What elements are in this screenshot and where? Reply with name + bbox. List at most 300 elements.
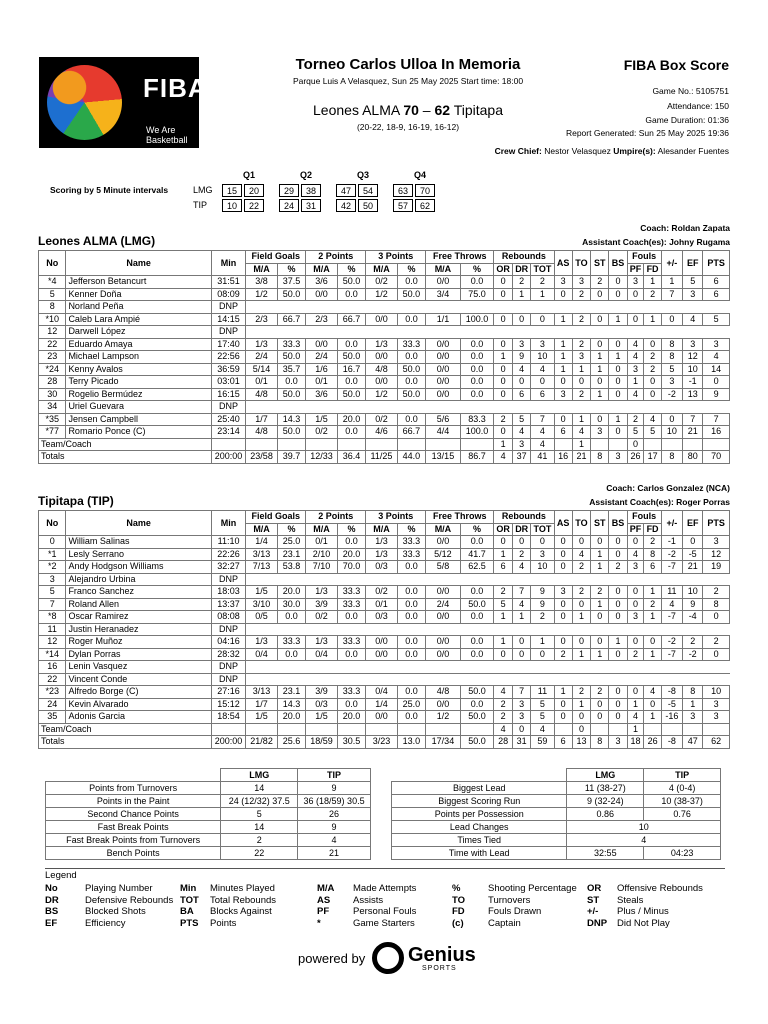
team-coach-cell [426,438,461,451]
legend-item [452,906,541,917]
scoring-interval-value: 24 [279,199,299,212]
stat-cell: 18:54 [211,711,246,724]
player-number: 7 [39,598,66,611]
totals-cell: 36.4 [337,451,365,464]
legend-item [45,918,125,929]
player-name: Romario Ponce (C) [66,426,211,439]
player-number: 11 [39,623,66,636]
stat-cell: 3/13 [246,686,278,699]
column-header: AS [554,511,572,536]
player-row [39,376,730,389]
stat-cell: 03:01 [211,376,246,389]
legend-item [317,895,383,906]
stat-cell: 3/10 [246,598,278,611]
totals-cell: 25.6 [277,736,305,749]
stat-cell: 7/13 [246,561,278,574]
totals-cell: 3/23 [366,736,398,749]
stat-cell: 1/3 [366,548,398,561]
tournament-title: Torneo Carlos Ulloa In Memoria [295,56,521,73]
player-row [39,686,730,699]
totals-cell: 3 [609,736,627,749]
team-stats-header [392,769,567,782]
quarter-label: Q1 [243,170,256,180]
doc-title: FIBA Box Score [623,57,729,73]
team-coach-cell: 1 [494,438,513,451]
stat-cell: 1 [591,561,609,574]
stat-cell: 10 [661,426,682,439]
column-header: ST [591,251,609,276]
stat-cell: 1/2 [366,388,398,401]
stat-cell: 1/2 [246,288,278,301]
stat-cell: 9 [531,586,554,599]
totals-cell: 62 [703,736,730,749]
stat-cell: 0/0 [426,351,461,364]
stat-cell: 0/3 [366,561,398,574]
team-coach-cell [366,723,398,736]
column-header: FD [644,263,661,276]
legend-item [452,895,530,906]
final-score [250,102,566,118]
player-minutes: DNP [211,673,246,686]
legend-value: Blocks Against [210,906,272,917]
column-header: PF [627,523,644,536]
team-stats-label: Bench Points [46,847,221,860]
stat-cell: 3 [703,536,730,549]
player-minutes: DNP [211,573,246,586]
officials [400,146,729,156]
venue-line: Parque Luis A Velasquez, Sun 25 May 2025 Start time: 18:00 [292,76,524,86]
team-stats-value: 11 (38-27) [567,782,644,795]
stat-cell: 14:15 [211,313,246,326]
team-stats-row [392,847,721,860]
stat-cell: 1 [554,351,572,364]
column-header: OR [494,263,513,276]
team-coach-cell [460,438,494,451]
stat-cell: 0.0 [460,698,494,711]
legend-key: (c) [452,917,464,929]
stat-cell: 0 [609,548,627,561]
team1-assistant: Assistant Coach(es): Johny Rugama [582,237,730,247]
legend-item [587,906,669,917]
player-number: 34 [39,401,66,414]
legend-value: Steals [617,894,644,906]
stat-cell: 3 [513,698,531,711]
stat-cell: -16 [661,711,682,724]
stat-cell: 0.0 [337,338,365,351]
team-coach-cell [609,723,627,736]
legend-title: Legend [45,870,77,881]
stat-cell: 2 [627,648,644,661]
player-row [39,673,730,686]
player-name: Roger Muñoz [66,636,211,649]
player-name: Vincent Conde [66,673,211,686]
team-coach-cell [246,438,278,451]
team-stats-row [46,834,371,847]
team-stats-header-row [46,769,371,782]
stat-cell: 2 [644,598,661,611]
legend-item [180,883,275,894]
player-name: Franco Sanchez [66,586,211,599]
player-name: Kenner Doña [66,288,211,301]
stat-cell: 7 [531,413,554,426]
stat-cell: 0.0 [337,376,365,389]
crew-chief-label: Crew Chief: [494,146,542,156]
stat-cell: 37.5 [277,276,305,289]
stat-cell: 0.0 [397,598,425,611]
legend-item [587,883,703,894]
stat-cell: -7 [661,648,682,661]
stat-cell: 0/2 [366,586,398,599]
stat-cell: 0 [609,648,627,661]
player-number: *77 [39,426,66,439]
stat-cell: 0 [494,338,513,351]
totals-cell: 6 [554,736,572,749]
player-name: Uriel Guevara [66,401,211,414]
player-number: 12 [39,636,66,649]
stat-cell: 0 [572,376,590,389]
player-row [39,388,730,401]
player-number: *10 [39,313,66,326]
column-header: BS [609,511,627,536]
stat-cell: 3/9 [306,686,338,699]
team-coach-cell [277,438,305,451]
stat-cell: 0 [531,536,554,549]
player-number: 5 [39,586,66,599]
column-header: % [460,263,494,276]
stat-cell: 0 [531,313,554,326]
stat-cell: 18:03 [211,586,246,599]
genius-logo-icon [372,942,404,974]
stat-cell: 2/10 [306,548,338,561]
stat-cell: 11:10 [211,536,246,549]
totals-cell: 37 [513,451,531,464]
stat-cell: 2/4 [246,351,278,364]
totals-cell: 23/58 [246,451,278,464]
stat-cell: 1 [591,351,609,364]
stat-cell: 0 [513,536,531,549]
player-name: Jensen Campbell [66,413,211,426]
column-header: % [397,523,425,536]
totals-cell: 21 [572,451,590,464]
stat-cell: 1/3 [306,586,338,599]
genius-brand-sub: SPORTS [422,965,457,972]
stat-cell: 6 [554,426,572,439]
stat-cell: 10 [531,351,554,364]
totals-cell: 47 [683,736,703,749]
stat-cell: 1 [609,413,627,426]
stat-cell: 8 [683,686,703,699]
stat-cell: 0/0 [366,313,398,326]
team-stats-value: 9 (32-24) [567,795,644,808]
team-stats-value: 9 [298,782,371,795]
stat-cell: 0 [627,598,644,611]
stat-cell: -4 [683,611,703,624]
team-stats-row [46,795,371,808]
team-coach-cell [426,723,461,736]
attendance: Attendance: 150 [667,101,729,111]
player-name: Terry Picado [66,376,211,389]
stat-cell: 14.3 [277,698,305,711]
stat-cell: 2 [591,686,609,699]
stat-cell: 1 [644,276,661,289]
stat-cell: 53.8 [277,561,305,574]
stat-cell: 0 [591,413,609,426]
stat-cell: 0/4 [306,648,338,661]
stat-cell: 27:16 [211,686,246,699]
totals-cell: 17 [644,451,661,464]
stat-cell: 3/8 [246,276,278,289]
stat-cell: 0 [591,313,609,326]
stat-cell: 3 [703,698,730,711]
stat-cell: 3/13 [246,548,278,561]
stat-cell: 0.0 [460,636,494,649]
totals-cell: 50.0 [460,736,494,749]
column-header: Name [66,251,211,276]
stat-cell: 0/0 [426,276,461,289]
stat-cell: 5 [644,426,661,439]
player-row [39,338,730,351]
stat-cell: 0/4 [366,686,398,699]
scoring-interval-value: 54 [358,184,378,197]
stat-cell: 0.0 [397,611,425,624]
player-number: *24 [39,363,66,376]
team-stats-value: 10 [567,821,721,834]
legend-key: EF [45,917,58,929]
legend-value: Assists [353,894,384,906]
legend-item [180,906,272,917]
stat-cell: 0/0 [426,388,461,401]
stat-cell: 22:56 [211,351,246,364]
stat-cell: 0 [494,313,513,326]
stat-cell: 1 [644,313,661,326]
stat-cell: 66.7 [397,426,425,439]
player-name: Oscar Ramirez [66,611,211,624]
stat-cell: 3 [513,711,531,724]
stat-cell: 0.0 [460,351,494,364]
stat-cell: 0.0 [397,376,425,389]
column-header: Field Goals [246,251,306,264]
stat-cell: 1/2 [366,288,398,301]
player-name: William Salinas [66,536,211,549]
legend-key: FD [452,906,465,917]
stat-cell: 0.0 [397,313,425,326]
scoring-interval-value: 29 [279,184,299,197]
team-stats-row [46,847,371,860]
column-header: EF [683,251,703,276]
player-row [39,598,730,611]
stat-cell: 0 [644,388,661,401]
player-number: 23 [39,351,66,364]
team2-assistant: Assistant Coach(es): Roger Porras [589,497,730,507]
stat-cell: 1 [644,711,661,724]
stat-cell: 3 [703,338,730,351]
stat-cell: 0 [683,536,703,549]
stat-cell: 21 [683,561,703,574]
stat-cell: 0.0 [460,338,494,351]
stat-cell: 2 [513,276,531,289]
player-minutes: DNP [211,401,246,414]
team-coach-cell [306,438,338,451]
stat-cell: 16.7 [337,363,365,376]
stat-cell: 1/5 [306,711,338,724]
totals-cell: 39.7 [277,451,305,464]
team-coach-cell [460,723,494,736]
stat-cell: 0.0 [397,686,425,699]
player-row [39,661,730,674]
stat-cell: 4 [644,686,661,699]
column-header: TOT [531,523,554,536]
player-row [39,636,730,649]
stat-cell: 20.0 [277,586,305,599]
team-coach-cell [591,723,609,736]
stat-cell: 19 [703,561,730,574]
stat-cell: 2 [572,288,590,301]
column-header: Free Throws [426,511,494,524]
stat-cell: 1 [572,363,590,376]
stat-cell: 2 [703,636,730,649]
totals-label: Totals [39,451,212,464]
player-name: Caleb Lara Ampié [66,313,211,326]
player-minutes: DNP [211,623,246,636]
stat-cell: 1 [513,611,531,624]
column-header: Fouls [627,511,661,524]
legend-item [180,918,236,929]
totals-cell: 13.0 [397,736,425,749]
stat-cell: 9 [703,388,730,401]
column-header: EF [683,511,703,536]
stat-cell: 4 [661,598,682,611]
column-header: M/A [366,523,398,536]
player-number: 5 [39,288,66,301]
stat-cell: 0/0 [306,288,338,301]
stat-cell: 0.0 [277,376,305,389]
stat-cell: 100.0 [460,426,494,439]
stat-cell: 100.0 [460,313,494,326]
legend-value: Total Rebounds [210,894,277,906]
totals-cell: 18 [627,736,644,749]
stat-cell: 4 [572,548,590,561]
team-coach-row [39,438,730,451]
stat-cell: -7 [661,561,682,574]
stat-cell: 83.3 [460,413,494,426]
stat-cell: 0.0 [337,611,365,624]
stat-cell: 33.3 [337,636,365,649]
logo-text: FIBA [143,73,208,103]
column-header: % [337,523,365,536]
stat-cell: 4/6 [366,426,398,439]
totals-row [39,736,730,749]
team-a-name: Leones ALMA [313,102,400,118]
team-stats-value: 10 (38-37) [644,795,721,808]
stat-cell: 0 [554,636,572,649]
stat-cell: 0 [554,711,572,724]
stat-cell: 0/2 [306,611,338,624]
stat-cell: -8 [661,686,682,699]
stat-cell: 0 [703,376,730,389]
stat-cell: 1 [554,686,572,699]
stat-cell: 1 [591,548,609,561]
column-header: M/A [306,263,338,276]
stat-cell: 0/0 [366,711,398,724]
powered-by: powered by [298,951,366,966]
stat-cell: 1 [609,313,627,326]
stat-cell: 1/5 [246,711,278,724]
stat-cell: 2 [644,351,661,364]
team-stats-row [392,821,721,834]
stat-cell: 5/14 [246,363,278,376]
team-coach-cell: 4 [531,438,554,451]
stat-cell: 7 [683,413,703,426]
team-coach-cell: 1 [572,438,590,451]
legend-item [587,895,643,906]
team-stats-label: Times Tied [392,834,567,847]
stat-cell: 0.0 [460,536,494,549]
stat-cell: 0 [627,313,644,326]
stat-cell: 2 [572,686,590,699]
stat-cell: 3 [627,611,644,624]
stat-cell: 0.0 [397,586,425,599]
stat-cell: 0 [644,698,661,711]
team-coach-cell: 0 [513,723,531,736]
stat-cell: 4 [513,426,531,439]
empty-stats [246,326,730,339]
stat-cell: 50.0 [397,388,425,401]
stat-cell: 1/3 [246,338,278,351]
column-header: Min [211,251,246,276]
team-coach-cell [211,438,246,451]
stat-cell: 13 [683,388,703,401]
stat-cell: 50.0 [337,388,365,401]
player-number: *4 [39,276,66,289]
team1-coach: Coach: Roldan Zapata [640,223,730,233]
player-minutes: DNP [211,326,246,339]
player-name: Andy Hodgson Williams [66,561,211,574]
stat-cell: 5/6 [426,413,461,426]
stat-cell: 2 [644,288,661,301]
team-stats-right-table [391,768,721,860]
stat-cell: 1/7 [246,698,278,711]
stat-cell: 3 [572,276,590,289]
stat-cell: 8 [703,598,730,611]
stat-cell: -5 [661,698,682,711]
team-coach-cell: 3 [513,438,531,451]
team-coach-cell [644,438,661,451]
stat-cell: 2 [531,611,554,624]
column-header: M/A [426,263,461,276]
team-stats-row [46,808,371,821]
player-minutes: DNP [211,661,246,674]
stat-cell: 3/6 [306,276,338,289]
column-header: PF [627,263,644,276]
totals-cell: 3 [609,451,627,464]
stat-cell: 1/4 [366,698,398,711]
player-number: 12 [39,326,66,339]
legend-key: % [452,883,461,894]
stat-cell: 0 [627,288,644,301]
stat-cell: 0/2 [366,276,398,289]
stat-cell: 66.7 [337,313,365,326]
player-minutes: DNP [211,301,246,314]
stat-cell: 0 [572,536,590,549]
team-stats-header-row [392,769,721,782]
stat-cell: 1/5 [306,413,338,426]
stat-cell: 3 [683,338,703,351]
stat-cell: 1/3 [306,636,338,649]
scoring-interval-value: 38 [301,184,321,197]
scoring-interval-value: 63 [393,184,413,197]
quarter-label: Q2 [300,170,313,180]
stat-cell: 0 [609,698,627,711]
